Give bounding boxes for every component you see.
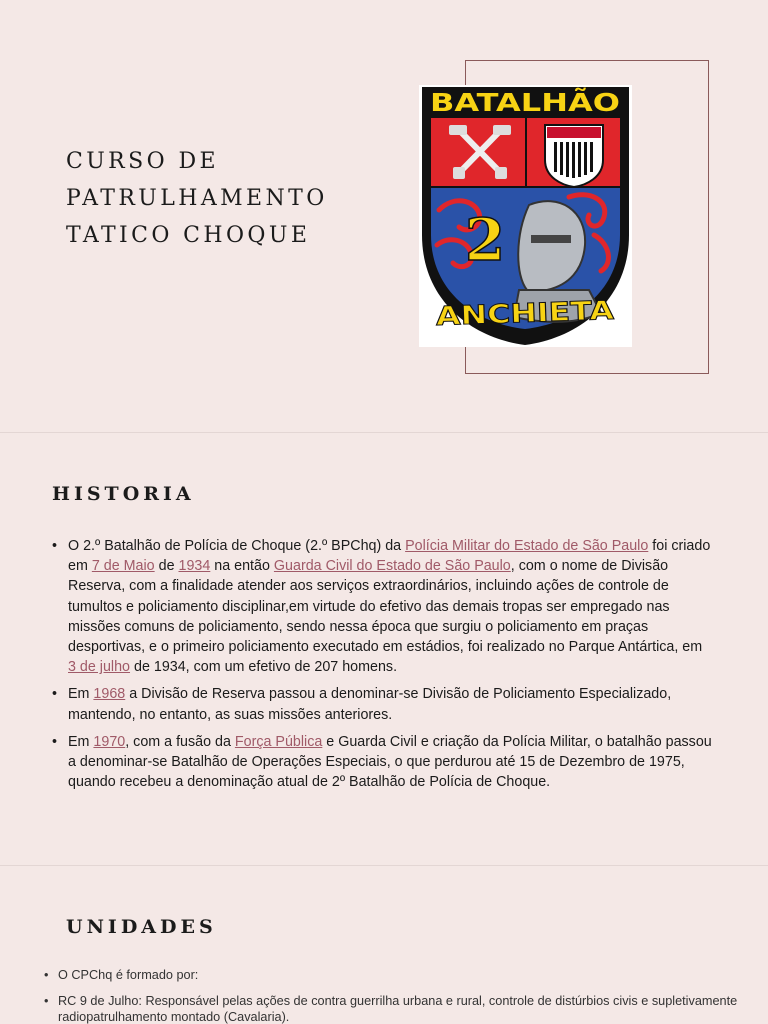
logo-top-text: BATALHÃO [430, 88, 620, 117]
history-text: foi criado em [68, 538, 711, 575]
history-text: de 1934, com um efetivo de 207 homens. [130, 659, 398, 676]
history-text: , com o nome de Divisão Reserva, com a finalidade atender aos serviços extraordinários, incluindo ações de controle de tumultos e policiamento disciplinar,em virtude do efetivo das demais tropas ser empregado nas missões comuns de policiamento, sendo nessa época que surgiu o policiamento em praças desportivas, e o primeiro policiamento executado em estádios, foi realizado no Parque Antártica, em [68, 558, 703, 656]
history-link[interactable]: 7 de Maio [91, 558, 155, 575]
history-link[interactable]: 3 de julho [68, 659, 131, 676]
history-text: Em [68, 686, 94, 703]
course-title [66, 143, 406, 254]
history-text: Em [68, 733, 94, 750]
list-item [52, 536, 714, 677]
battalion-logo [419, 85, 632, 347]
history-link[interactable]: Força Pública [234, 733, 323, 750]
logo-bottom-text: ANCHIETA [435, 297, 583, 333]
title-line: PATRULHAMENTO [66, 186, 328, 211]
history-text: , com a fusão da [125, 733, 235, 750]
unidades-list [44, 967, 744, 1024]
list-item [52, 684, 714, 724]
title-line: TATICO CHOQUE [66, 223, 311, 248]
history-text: a Divisão de Reserva passou a denominar-se Divisão de Policiamento Especializado, mantendo, no entanto, as suas missões anteriores. [68, 686, 672, 723]
cover-slide [0, 0, 768, 432]
section-title: HISTORIA [52, 483, 195, 505]
list-item [52, 732, 714, 793]
history-link[interactable]: 1934 [178, 558, 211, 575]
unidades-slide [0, 866, 768, 1024]
historia-slide [0, 433, 768, 865]
history-link[interactable]: Polícia Militar do Estado de São Paulo [405, 538, 649, 554]
history-text: O 2.º Batalhão de Polícia de Choque (2.º BPChq) da [68, 538, 406, 554]
history-link[interactable]: 1968 [93, 686, 126, 703]
history-link[interactable]: 1970 [93, 733, 126, 750]
battalion-shield-emblem [419, 85, 632, 347]
history-text: de [154, 558, 179, 575]
section-title: UNIDADES [66, 916, 217, 938]
history-text: na então [210, 558, 274, 575]
title-line: CURSO DE [66, 149, 219, 174]
list-item: • O CPChq é formado por: [44, 967, 744, 983]
logo-numeral: 2 [464, 206, 506, 274]
history-link[interactable]: Guarda Civil do Estado de São Paulo [273, 558, 511, 575]
list-item: • RC 9 de Julho: Responsável pelas ações de contra guerrilha urbana e rural, controle de distúrbios civis e supletivamente radiopatrulhamento montado (Cavalaria). [44, 993, 744, 1024]
sao-paulo-flag-emblem [545, 125, 603, 187]
historia-list [52, 536, 714, 799]
history-text: e Guarda Civil e criação da Polícia Militar, o batalhão passou a denominar-se Batalhão de Operações Especiais, o que perdurou até 15 de Dezembro de 1975, quando recebeu a denominação atual de 2º Batalhão de Polícia de Choque. [68, 733, 712, 791]
